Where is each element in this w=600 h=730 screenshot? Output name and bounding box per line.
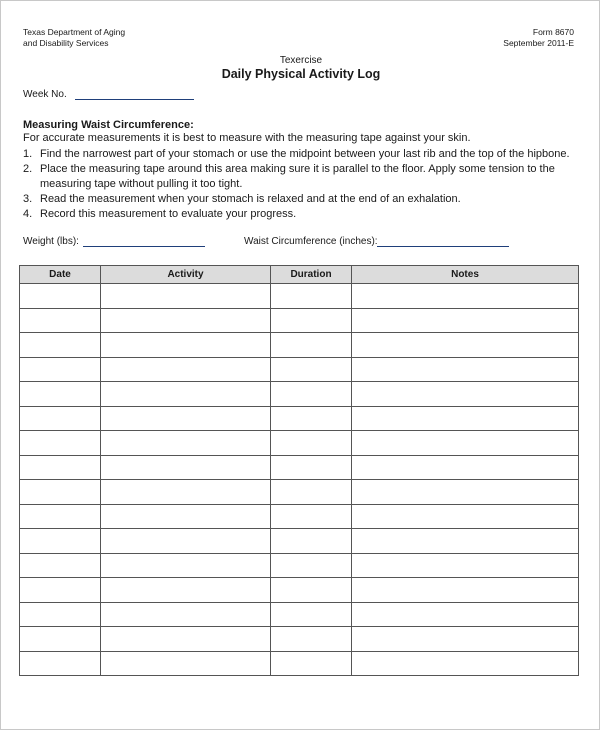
duration-cell[interactable] xyxy=(271,602,352,627)
activity-log-table xyxy=(19,265,579,676)
column-header-date: Date xyxy=(20,266,101,284)
activity-cell[interactable] xyxy=(101,382,271,407)
notes-cell[interactable] xyxy=(352,651,579,676)
activity-cell[interactable] xyxy=(101,308,271,333)
duration-cell[interactable] xyxy=(271,382,352,407)
step-item xyxy=(23,162,583,192)
step-item xyxy=(23,192,583,207)
agency-name xyxy=(23,27,125,49)
activity-cell[interactable] xyxy=(101,406,271,431)
step-number: 2. xyxy=(23,163,33,175)
date-cell[interactable] xyxy=(20,357,101,382)
column-header-notes: Notes xyxy=(352,266,579,284)
activity-cell[interactable] xyxy=(101,578,271,603)
duration-cell[interactable] xyxy=(271,308,352,333)
notes-cell[interactable] xyxy=(352,602,579,627)
column-header-activity: Activity xyxy=(101,266,271,284)
agency-line-2: and Disability Services xyxy=(23,38,109,48)
form-info xyxy=(503,27,574,49)
notes-cell[interactable] xyxy=(352,431,579,456)
measuring-heading: Measuring Waist Circumference: xyxy=(23,119,194,131)
activity-cell[interactable] xyxy=(101,553,271,578)
date-cell[interactable] xyxy=(20,553,101,578)
duration-cell[interactable] xyxy=(271,333,352,358)
notes-cell[interactable] xyxy=(352,357,579,382)
notes-cell[interactable] xyxy=(352,553,579,578)
date-cell[interactable] xyxy=(20,602,101,627)
notes-cell[interactable] xyxy=(352,455,579,480)
weight-field[interactable] xyxy=(83,236,205,247)
notes-cell[interactable] xyxy=(352,578,579,603)
duration-cell[interactable] xyxy=(271,357,352,382)
table-row xyxy=(20,578,579,603)
form-number: Form 8670 xyxy=(532,27,574,37)
notes-cell[interactable] xyxy=(352,480,579,505)
activity-cell[interactable] xyxy=(101,651,271,676)
step-text: Read the measurement when your stomach is relaxed and at the end of an exhalation. xyxy=(40,193,461,205)
date-cell[interactable] xyxy=(20,578,101,603)
date-cell[interactable] xyxy=(20,627,101,652)
activity-cell[interactable] xyxy=(101,529,271,554)
step-text: Find the narrowest part of your stomach or use the midpoint between your last rib and the top of the hipbone. xyxy=(40,148,570,160)
activity-cell[interactable] xyxy=(101,627,271,652)
date-cell[interactable] xyxy=(20,431,101,456)
table-row xyxy=(20,480,579,505)
activity-cell[interactable] xyxy=(101,480,271,505)
duration-cell[interactable] xyxy=(271,578,352,603)
step-number: 1. xyxy=(23,148,33,160)
date-cell[interactable] xyxy=(20,284,101,309)
table-row xyxy=(20,651,579,676)
table-row xyxy=(20,333,579,358)
table-row xyxy=(20,529,579,554)
table-header-row xyxy=(20,266,579,284)
table-row xyxy=(20,602,579,627)
activity-cell[interactable] xyxy=(101,504,271,529)
weight-label: Weight (lbs): xyxy=(23,236,79,247)
table-row xyxy=(20,627,579,652)
table-row xyxy=(20,382,579,407)
table-row xyxy=(20,455,579,480)
activity-cell[interactable] xyxy=(101,455,271,480)
measuring-intro: For accurate measurements it is best to measure with the measuring tape against your skin. xyxy=(23,132,471,144)
step-item xyxy=(23,147,583,162)
date-cell[interactable] xyxy=(20,406,101,431)
step-text: Place the measuring tape around this area making sure it is parallel to the floor. Apply some tension to the measuring tape without pulling it too tight. xyxy=(40,163,555,190)
date-cell[interactable] xyxy=(20,308,101,333)
notes-cell[interactable] xyxy=(352,333,579,358)
date-cell[interactable] xyxy=(20,333,101,358)
notes-cell[interactable] xyxy=(352,406,579,431)
table-row xyxy=(20,406,579,431)
waist-field[interactable] xyxy=(377,236,509,247)
agency-line-1: Texas Department of Aging xyxy=(23,27,126,37)
page-title: Daily Physical Activity Log xyxy=(221,67,381,81)
step-text: Record this measurement to evaluate your progress. xyxy=(40,208,297,220)
table-row xyxy=(20,504,579,529)
duration-cell[interactable] xyxy=(271,529,352,554)
table-row xyxy=(20,284,579,309)
duration-cell[interactable] xyxy=(271,627,352,652)
date-cell[interactable] xyxy=(20,504,101,529)
notes-cell[interactable] xyxy=(352,529,579,554)
activity-cell[interactable] xyxy=(101,284,271,309)
notes-cell[interactable] xyxy=(352,504,579,529)
duration-cell[interactable] xyxy=(271,504,352,529)
measuring-steps xyxy=(23,147,583,222)
notes-cell[interactable] xyxy=(352,627,579,652)
date-cell[interactable] xyxy=(20,455,101,480)
duration-cell[interactable] xyxy=(271,480,352,505)
program-name: Texercise xyxy=(279,55,323,66)
step-number: 3. xyxy=(23,193,33,205)
duration-cell[interactable] xyxy=(271,553,352,578)
date-cell[interactable] xyxy=(20,529,101,554)
date-cell[interactable] xyxy=(20,382,101,407)
duration-cell[interactable] xyxy=(271,455,352,480)
duration-cell[interactable] xyxy=(271,406,352,431)
duration-cell[interactable] xyxy=(271,431,352,456)
duration-cell[interactable] xyxy=(271,284,352,309)
column-header-duration: Duration xyxy=(271,266,352,284)
table-body xyxy=(20,284,579,676)
date-cell[interactable] xyxy=(20,480,101,505)
step-number: 4. xyxy=(23,208,33,220)
step-item xyxy=(23,207,583,222)
week-no-field[interactable] xyxy=(75,89,194,100)
notes-cell[interactable] xyxy=(352,382,579,407)
activity-cell[interactable] xyxy=(101,333,271,358)
notes-cell[interactable] xyxy=(352,284,579,309)
notes-cell[interactable] xyxy=(352,308,579,333)
table-row xyxy=(20,357,579,382)
activity-cell[interactable] xyxy=(101,357,271,382)
form-date: September 2011-E xyxy=(503,38,574,48)
activity-cell[interactable] xyxy=(101,431,271,456)
week-no-label: Week No. xyxy=(23,89,67,100)
activity-cell[interactable] xyxy=(101,602,271,627)
table-row xyxy=(20,431,579,456)
duration-cell[interactable] xyxy=(271,651,352,676)
table-row xyxy=(20,308,579,333)
date-cell[interactable] xyxy=(20,651,101,676)
waist-label: Waist Circumference (inches): xyxy=(244,236,378,247)
table-row xyxy=(20,553,579,578)
